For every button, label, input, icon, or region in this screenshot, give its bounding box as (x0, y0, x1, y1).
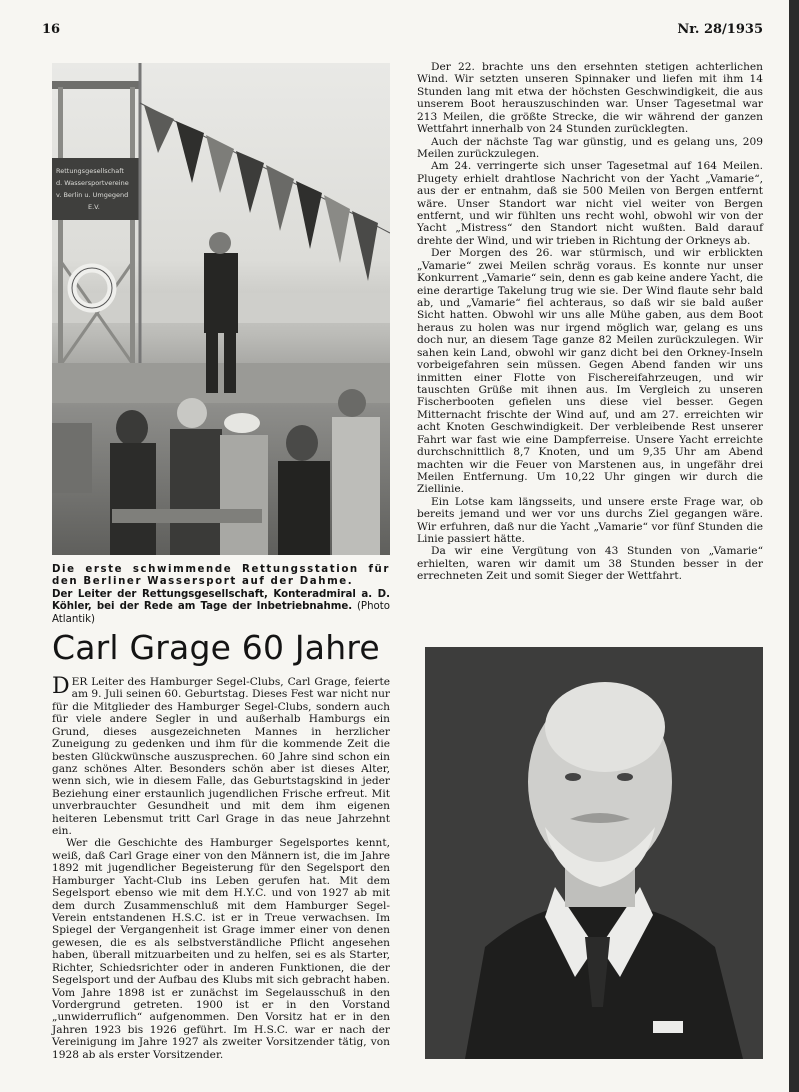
rescue-station-illustration (52, 63, 390, 555)
portrait-photo (425, 647, 763, 1059)
page-edge-shadow (789, 0, 799, 1092)
article-headline: Carl Grage 60 Jahre (52, 628, 380, 667)
article-paragraph: Ein Lotse kam längsseits, und unsere erste Frage war, ob bereits jemand und wer vor uns durchs Ziel gegangen wäre. Wir erfuhren, daß nur die Yacht „Vamarie“ vor fünf Stunden die Linie passiert hätte. (417, 495, 763, 546)
sign-text: Rettungsgesellschaft (56, 167, 124, 175)
caption-title: Die erste schwimmende Rettungsstation für den Berliner Wassersport auf der Dahme. (52, 564, 390, 588)
regatta-article-column (417, 61, 763, 583)
drop-cap: D (52, 674, 70, 699)
issue-number: Nr. 28/1935 (677, 22, 763, 37)
article-paragraph: Der Morgen des 26. war stürmisch, und wir erblickten „Vamarie“ zwei Meilen schräg voraus. Es konnte nur unser Konkurrent „Vamarie“ sein, denn es gab keine andere Yacht, die eine derartige Takelung trug wie sie. Der Wind flaute sehr bald ab, und „Vamarie“ fiel achteraus, so daß wir sie bald außer Sicht hatten. Obwohl wir uns alle Mühe gaben, aus dem Boot heraus zu holen was nur irgend möglich war, gelang es uns doch nur, an diesem Tage ganze 82 Meilen zurückzulegen. Wir sahen kein Land, obwohl wir ganz dicht bei den Orkney-Inseln vorbeigefahren sein müssen. Gegen Abend fanden wir uns inmitten einer Flotte von Fischereifahrzeugen, und wir tauschten Grüße mit ihnen aus. Im Vergleich zu unseren Fischerbooten gefielen uns diese viel besser. Gegen Mitternacht frischte der Wind auf, und am 27. erreichten wir acht Knoten Geschwindigkeit. Der verbleibende Rest unserer Fahrt war fast wie eine Dampferreise. Unsere Yacht erreichte durchschnittlich 8,7 Knoten, und um 9,35 Uhr am Abend machten wir die Feuer von Marstenen aus, in ungefähr drei Meilen Entfernung. Um 10,22 Uhr gingen wir durch die Ziellinie. (417, 247, 763, 496)
portrait-illustration (425, 647, 763, 1059)
svg-text:d. Wassersportvereine: d. Wassersportvereine (56, 179, 129, 187)
caption-description: Der Leiter der Rettungsgesellschaft, Konteradmiral a. D. Köhler, bei der Rede am Tage der Inbetriebnahme. (52, 588, 390, 613)
article-paragraph: Wer die Geschichte des Hamburger Segelsportes kennt, weiß, daß Carl Grage einer von den Männern ist, die im Jahre 1892 mit jugendlicher Begeisterung für den Segelsport den Hamburger Yacht-Club ins Leben gerufen hat. Mit dem Segelsport ebenso wie mit dem H.Y.C. und von 1927 ab mit dem durch Zusammenschluß mit dem Hamburger Segel-Verein entstandenen H.S.C. ist er in Treue verwachsen. Im Spiegel der Vergangenheit ist Grage immer einer von denen gewesen, die es als selbstverständliche Pflicht angesehen haben, überall mitzuarbeiten und zu helfen, sei es als Starter, Richter, Schiedsrichter oder in anderen Funktionen, die der Segelsport und der Aufbau des Klubs mit sich gebracht haben. Vom Jahre 1898 ist er zunächst im Segelausschuß in den Vordergrund getreten. 1900 ist er in den Vorstand „unwiderruflich“ aufgenommen. Den Vorsitz hat er in den Jahren 1923 bis 1926 geführt. Im H.S.C. war er nach der Vereinigung im Jahre 1927 als zweiter Vorsitzender tätig, von 1928 ab als erster Vorsitzender. (52, 837, 390, 1061)
caption-credit: (Photo Atlantik) (52, 601, 390, 625)
article-paragraph: Der 22. brachte uns den ersehnten stetigen achterlichen Wind. Wir setzten unseren Spinnaker und liefen mit ihm 14 Stunden lang mit etwa der höchsten Geschwindigkeit, die aus unserem Boot herauszuschinden war. Unser Tagesetmal war 213 Meilen, die größte Strecke, die wir während der ganzen Wettfahrt innerhalb von 24 Stunden zurücklegten. (417, 61, 763, 136)
svg-text:E.V.: E.V. (88, 203, 100, 211)
article-paragraph: Da wir eine Vergütung von 43 Stunden von „Vamarie“ erhielten, waren wir damit um 38 Stunden besser in der errechneten Zeit und somit Sieger der Wettfahrt. (417, 545, 763, 583)
article-paragraph: Am 24. verringerte sich unser Tagesetmal auf 164 Meilen. Plugety erhielt drahtlose Nachricht von der Yacht „Vamarie“, aus der er entnahm, daß sie 500 Meilen von Bergen entfernt wäre. Unser Standort war nicht viel weiter von Bergen entfernt, und wir fühlten uns recht wohl, obwohl wir von der Yacht „Mistress“ den Standort nicht wußten. Bald darauf drehte der Wind, und wir trieben in Richtung der Orkneys ab. (417, 160, 763, 247)
rescue-station-photo (52, 63, 390, 555)
svg-text:v. Berlin u. Umgegend: v. Berlin u. Umgegend (56, 191, 129, 199)
article-paragraph: Auch der nächste Tag war günstig, und es gelang uns, 209 Meilen zurückzulegen. (417, 135, 763, 160)
page-number: 16 (42, 22, 61, 37)
article-first-paragraph (52, 676, 390, 837)
first-paragraph-text: ER Leiter des Hamburger Segel-Clubs, Carl Grage, feierte am 9. Juli seinen 60. Geburtstag. Dieses Fest war nicht nur für die Mitglieder des Hamburger Segel-Clubs, sondern auch für viele andere Segler in und außerhalb Hamburgs ein Grund, dieses ausgezeichneten Mannes in herzlicher Zuneigung zu gedenken und ihm für die kommende Zeit die besten Glückwünsche auszusprechen. 60 Jahre sind schon ein ganz schönes Alter. Besonders schön aber ist dieses Alter, wenn sich, wie in diesem Falle, das Geburtstagskind in jeder Beziehung einer erstaunlich jugendlichen Frische erfreut. Mit unverbrauchter Gesundheit und mit dem ihm eigenen heiteren Lebensmut tritt Carl Grage in das neue Jahrzehnt ein. (52, 676, 390, 838)
grage-article-column (52, 676, 390, 1061)
photo-caption (52, 564, 390, 626)
